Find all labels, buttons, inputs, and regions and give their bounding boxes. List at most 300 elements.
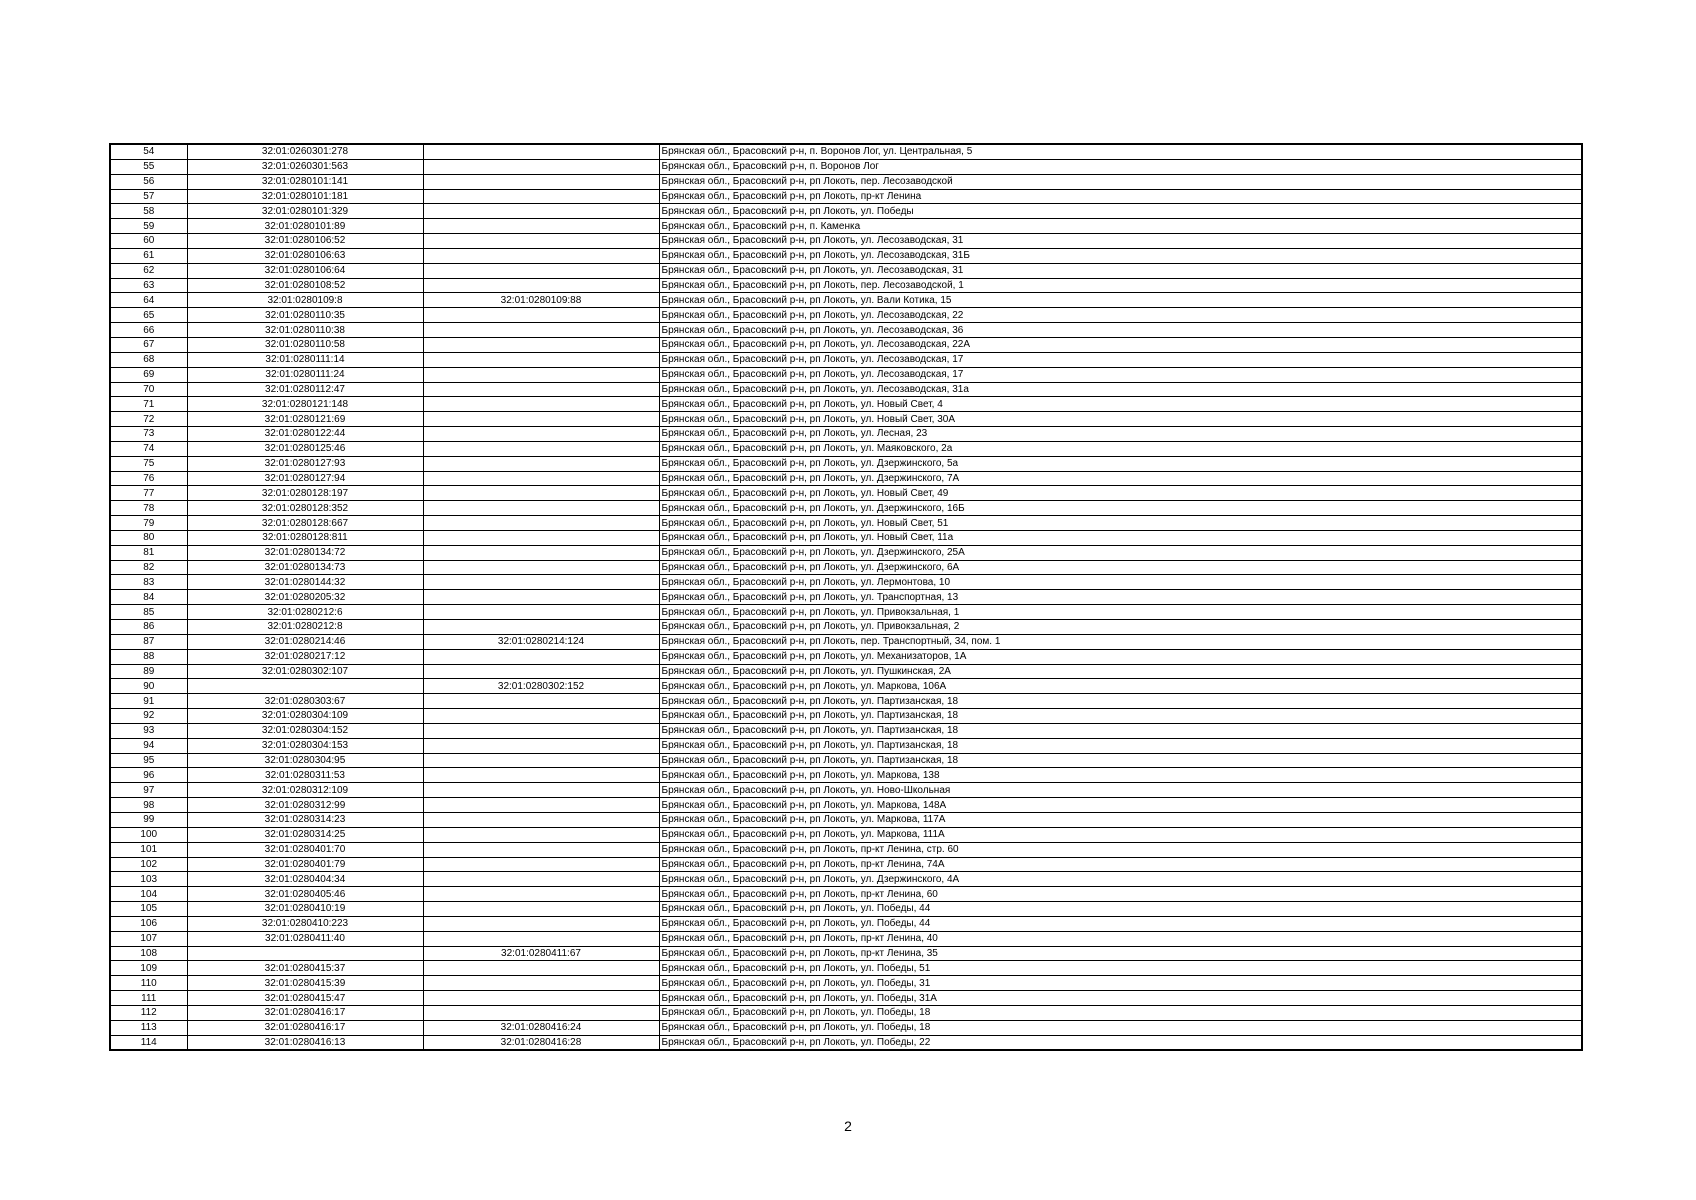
- object-number-cell: [423, 486, 659, 501]
- object-number-cell: [423, 397, 659, 412]
- cadastral-number-cell: 32:01:0280128:197: [187, 486, 423, 501]
- object-number-cell: [423, 842, 659, 857]
- object-number-cell: [423, 174, 659, 189]
- table-row: [110, 471, 1582, 486]
- row-number-cell: 93: [110, 723, 187, 738]
- table-body: [110, 144, 1582, 1050]
- table-row: [110, 545, 1582, 560]
- table-row: [110, 590, 1582, 605]
- address-cell: Брянская обл., Брасовский р-н, рп Локоть, ул. Партизанская, 18: [659, 723, 1582, 738]
- address-cell: Брянская обл., Брасовский р-н, рп Локоть, ул. Лесозаводская, 31: [659, 263, 1582, 278]
- table-row: [110, 857, 1582, 872]
- object-number-cell: [423, 159, 659, 174]
- object-number-cell: 32:01:0280416:24: [423, 1020, 659, 1035]
- object-number-cell: [423, 753, 659, 768]
- cadastral-number-cell: 32:01:0280106:52: [187, 234, 423, 249]
- object-number-cell: [423, 1005, 659, 1020]
- object-number-cell: [423, 605, 659, 620]
- cadastral-number-cell: 32:01:0280205:32: [187, 590, 423, 605]
- address-cell: Брянская обл., Брасовский р-н, рп Локоть, ул. Новый Свет, 11а: [659, 530, 1582, 545]
- cadastral-number-cell: 32:01:0280304:152: [187, 723, 423, 738]
- address-cell: Брянская обл., Брасовский р-н, рп Локоть, ул. Победы, 18: [659, 1020, 1582, 1035]
- address-cell: Брянская обл., Брасовский р-н, рп Локоть, ул. Дзержинского, 5а: [659, 456, 1582, 471]
- table-row: [110, 263, 1582, 278]
- object-number-cell: [423, 323, 659, 338]
- object-number-cell: [423, 620, 659, 635]
- address-cell: Брянская обл., Брасовский р-н, рп Локоть, ул. Лесозаводская, 31: [659, 234, 1582, 249]
- object-number-cell: [423, 337, 659, 352]
- cadastral-number-cell: 32:01:0280212:8: [187, 620, 423, 635]
- row-number-cell: 62: [110, 263, 187, 278]
- row-number-cell: 68: [110, 352, 187, 367]
- address-cell: Брянская обл., Брасовский р-н, рп Локоть, ул. Лесозаводская, 31Б: [659, 248, 1582, 263]
- address-cell: Брянская обл., Брасовский р-н, рп Локоть, ул. Партизанская, 18: [659, 738, 1582, 753]
- address-cell: Брянская обл., Брасовский р-н, рп Локоть, ул. Победы, 22: [659, 1035, 1582, 1050]
- table-row: [110, 946, 1582, 961]
- table-row: [110, 753, 1582, 768]
- address-cell: Брянская обл., Брасовский р-н, рп Локоть, ул. Победы: [659, 204, 1582, 219]
- object-number-cell: 32:01:0280214:124: [423, 634, 659, 649]
- object-number-cell: [423, 783, 659, 798]
- row-number-cell: 66: [110, 323, 187, 338]
- row-number-cell: 105: [110, 902, 187, 917]
- table-row: [110, 991, 1582, 1006]
- table-row: [110, 382, 1582, 397]
- address-cell: Брянская обл., Брасовский р-н, рп Локоть, ул. Маяковского, 2а: [659, 441, 1582, 456]
- row-number-cell: 54: [110, 144, 187, 159]
- address-cell: Брянская обл., Брасовский р-н, рп Локоть, ул. Лесозаводская, 17: [659, 352, 1582, 367]
- row-number-cell: 100: [110, 827, 187, 842]
- row-number-cell: 76: [110, 471, 187, 486]
- object-number-cell: [423, 471, 659, 486]
- table-row: [110, 427, 1582, 442]
- object-number-cell: [423, 887, 659, 902]
- row-number-cell: 89: [110, 664, 187, 679]
- row-number-cell: 101: [110, 842, 187, 857]
- address-cell: Брянская обл., Брасовский р-н, рп Локоть, пр-кт Ленина, 74А: [659, 857, 1582, 872]
- object-number-cell: [423, 516, 659, 531]
- cadastral-number-cell: 32:01:0280314:23: [187, 812, 423, 827]
- address-cell: Брянская обл., Брасовский р-н, рп Локоть, ул. Маркова, 111А: [659, 827, 1582, 842]
- cadastral-number-cell: 32:01:0280101:89: [187, 219, 423, 234]
- row-number-cell: 111: [110, 991, 187, 1006]
- row-number-cell: 72: [110, 412, 187, 427]
- object-number-cell: [423, 931, 659, 946]
- object-number-cell: [423, 991, 659, 1006]
- row-number-cell: 64: [110, 293, 187, 308]
- row-number-cell: 110: [110, 976, 187, 991]
- object-number-cell: [423, 961, 659, 976]
- object-number-cell: [423, 916, 659, 931]
- address-cell: Брянская обл., Брасовский р-н, рп Локоть, ул. Лесозаводская, 17: [659, 367, 1582, 382]
- address-cell: Брянская обл., Брасовский р-н, п. Каменка: [659, 219, 1582, 234]
- cadastral-number-cell: 32:01:0280110:35: [187, 308, 423, 323]
- object-number-cell: [423, 456, 659, 471]
- row-number-cell: 107: [110, 931, 187, 946]
- table-row: [110, 516, 1582, 531]
- table-row: [110, 1005, 1582, 1020]
- cadastral-number-cell: 32:01:0280111:24: [187, 367, 423, 382]
- address-cell: Брянская обл., Брасовский р-н, рп Локоть, ул. Дзержинского, 4А: [659, 872, 1582, 887]
- row-number-cell: 112: [110, 1005, 187, 1020]
- object-number-cell: 32:01:0280302:152: [423, 679, 659, 694]
- cadastral-number-cell: 32:01:0280416:13: [187, 1035, 423, 1050]
- cadastral-number-cell: 32:01:0280101:329: [187, 204, 423, 219]
- row-number-cell: 106: [110, 916, 187, 931]
- object-number-cell: [423, 144, 659, 159]
- cadastral-number-cell: 32:01:0280110:58: [187, 337, 423, 352]
- object-number-cell: [423, 248, 659, 263]
- table-row: [110, 486, 1582, 501]
- address-cell: Брянская обл., Брасовский р-н, рп Локоть, пер. Лесозаводской: [659, 174, 1582, 189]
- row-number-cell: 58: [110, 204, 187, 219]
- object-number-cell: [423, 976, 659, 991]
- address-cell: Брянская обл., Брасовский р-н, п. Воронов Лог, ул. Центральная, 5: [659, 144, 1582, 159]
- table-row: [110, 174, 1582, 189]
- table-row: [110, 842, 1582, 857]
- address-cell: Брянская обл., Брасовский р-н, рп Локоть, ул. Механизаторов, 1А: [659, 649, 1582, 664]
- table-row: [110, 337, 1582, 352]
- address-cell: Брянская обл., Брасовский р-н, рп Локоть, ул. Победы, 31: [659, 976, 1582, 991]
- cadastral-number-cell: 32:01:0280121:69: [187, 412, 423, 427]
- table-row: [110, 872, 1582, 887]
- object-number-cell: [423, 649, 659, 664]
- row-number-cell: 69: [110, 367, 187, 382]
- row-number-cell: 97: [110, 783, 187, 798]
- table-row: [110, 634, 1582, 649]
- object-number-cell: [423, 367, 659, 382]
- table-row: [110, 1035, 1582, 1050]
- address-cell: Брянская обл., Брасовский р-н, рп Локоть, ул. Ново-Школьная: [659, 783, 1582, 798]
- table-row: [110, 575, 1582, 590]
- address-cell: Брянская обл., Брасовский р-н, рп Локоть, ул. Вали Котика, 15: [659, 293, 1582, 308]
- object-number-cell: [423, 530, 659, 545]
- cadastral-number-cell: [187, 946, 423, 961]
- row-number-cell: 71: [110, 397, 187, 412]
- row-number-cell: 75: [110, 456, 187, 471]
- cadastral-number-cell: [187, 679, 423, 694]
- object-number-cell: [423, 263, 659, 278]
- address-cell: Брянская обл., Брасовский р-н, рп Локоть, ул. Маркова, 106А: [659, 679, 1582, 694]
- cadastral-number-cell: 32:01:0280106:64: [187, 263, 423, 278]
- table-row: [110, 709, 1582, 724]
- object-number-cell: [423, 798, 659, 813]
- table-row: [110, 501, 1582, 516]
- cadastral-number-cell: 32:01:0280217:12: [187, 649, 423, 664]
- cadastral-number-cell: 32:01:0260301:278: [187, 144, 423, 159]
- cadastral-number-cell: 32:01:0280125:46: [187, 441, 423, 456]
- object-number-cell: [423, 857, 659, 872]
- object-number-cell: [423, 427, 659, 442]
- object-number-cell: 32:01:0280109:88: [423, 293, 659, 308]
- cadastral-number-cell: 32:01:0280101:181: [187, 189, 423, 204]
- address-cell: Брянская обл., Брасовский р-н, рп Локоть, ул. Новый Свет, 49: [659, 486, 1582, 501]
- object-number-cell: [423, 412, 659, 427]
- address-cell: Брянская обл., Брасовский р-н, рп Локоть, ул. Победы, 44: [659, 916, 1582, 931]
- row-number-cell: 67: [110, 337, 187, 352]
- address-cell: Брянская обл., Брасовский р-н, рп Локоть, ул. Лесозаводская, 31а: [659, 382, 1582, 397]
- table-row: [110, 620, 1582, 635]
- table-row: [110, 204, 1582, 219]
- row-number-cell: 95: [110, 753, 187, 768]
- object-number-cell: [423, 738, 659, 753]
- table-row: [110, 738, 1582, 753]
- row-number-cell: 60: [110, 234, 187, 249]
- table-row: [110, 397, 1582, 412]
- address-cell: Брянская обл., Брасовский р-н, рп Локоть, пр-кт Ленина, стр. 60: [659, 842, 1582, 857]
- object-number-cell: [423, 204, 659, 219]
- address-cell: Брянская обл., Брасовский р-н, рп Локоть, ул. Победы, 44: [659, 902, 1582, 917]
- cadastral-number-cell: 32:01:0280401:70: [187, 842, 423, 857]
- object-number-cell: [423, 278, 659, 293]
- row-number-cell: 59: [110, 219, 187, 234]
- object-number-cell: [423, 575, 659, 590]
- table-row: [110, 961, 1582, 976]
- row-number-cell: 79: [110, 516, 187, 531]
- address-cell: Брянская обл., Брасовский р-н, рп Локоть, ул. Партизанская, 18: [659, 753, 1582, 768]
- table-row: [110, 560, 1582, 575]
- cadastral-number-cell: 32:01:0280415:39: [187, 976, 423, 991]
- table-row: [110, 723, 1582, 738]
- row-number-cell: 57: [110, 189, 187, 204]
- table-row: [110, 694, 1582, 709]
- object-number-cell: 32:01:0280416:28: [423, 1035, 659, 1050]
- cadastral-number-cell: 32:01:0280214:46: [187, 634, 423, 649]
- cadastral-number-cell: 32:01:0280404:34: [187, 872, 423, 887]
- cadastral-number-cell: 32:01:0280121:148: [187, 397, 423, 412]
- cadastral-number-cell: 32:01:0280312:99: [187, 798, 423, 813]
- table-row: [110, 664, 1582, 679]
- row-number-cell: 96: [110, 768, 187, 783]
- row-number-cell: 113: [110, 1020, 187, 1035]
- address-cell: Брянская обл., Брасовский р-н, рп Локоть, пер. Транспортный, 34, пом. 1: [659, 634, 1582, 649]
- address-cell: Брянская обл., Брасовский р-н, рп Локоть, ул. Маркова, 148А: [659, 798, 1582, 813]
- address-cell: Брянская обл., Брасовский р-н, рп Локоть, ул. Лесозаводская, 22: [659, 308, 1582, 323]
- page-number: 2: [844, 1118, 852, 1134]
- address-cell: Брянская обл., Брасовский р-н, рп Локоть, ул. Дзержинского, 25А: [659, 545, 1582, 560]
- object-number-cell: [423, 812, 659, 827]
- row-number-cell: 98: [110, 798, 187, 813]
- table-row: [110, 189, 1582, 204]
- cadastral-number-cell: 32:01:0280106:63: [187, 248, 423, 263]
- row-number-cell: 65: [110, 308, 187, 323]
- table-row: [110, 812, 1582, 827]
- object-number-cell: [423, 219, 659, 234]
- address-cell: Брянская обл., Брасовский р-н, рп Локоть, ул. Лесозаводская, 22А: [659, 337, 1582, 352]
- table-row: [110, 902, 1582, 917]
- cadastral-number-cell: 32:01:0280410:223: [187, 916, 423, 931]
- object-number-cell: [423, 709, 659, 724]
- cadastral-number-cell: 32:01:0280128:811: [187, 530, 423, 545]
- address-cell: Брянская обл., Брасовский р-н, рп Локоть, ул. Лесозаводская, 36: [659, 323, 1582, 338]
- row-number-cell: 94: [110, 738, 187, 753]
- row-number-cell: 80: [110, 530, 187, 545]
- object-number-cell: [423, 545, 659, 560]
- cadastral-number-cell: 32:01:0280410:19: [187, 902, 423, 917]
- table-row: [110, 679, 1582, 694]
- row-number-cell: 99: [110, 812, 187, 827]
- cadastral-table: [109, 143, 1583, 1051]
- object-number-cell: [423, 189, 659, 204]
- cadastral-number-cell: 32:01:0280302:107: [187, 664, 423, 679]
- row-number-cell: 104: [110, 887, 187, 902]
- object-number-cell: [423, 664, 659, 679]
- cadastral-number-cell: 32:01:0280314:25: [187, 827, 423, 842]
- table-row: [110, 144, 1582, 159]
- row-number-cell: 74: [110, 441, 187, 456]
- cadastral-number-cell: 32:01:0280127:93: [187, 456, 423, 471]
- row-number-cell: 85: [110, 605, 187, 620]
- table-row: [110, 783, 1582, 798]
- cadastral-number-cell: 32:01:0280303:67: [187, 694, 423, 709]
- row-number-cell: 81: [110, 545, 187, 560]
- table-row: [110, 530, 1582, 545]
- row-number-cell: 73: [110, 427, 187, 442]
- table-row: [110, 293, 1582, 308]
- cadastral-number-cell: 32:01:0280212:6: [187, 605, 423, 620]
- address-cell: Брянская обл., Брасовский р-н, рп Локоть, ул. Новый Свет, 51: [659, 516, 1582, 531]
- address-cell: Брянская обл., Брасовский р-н, рп Локоть, ул. Дзержинского, 6А: [659, 560, 1582, 575]
- cadastral-number-cell: 32:01:0280128:352: [187, 501, 423, 516]
- object-number-cell: [423, 902, 659, 917]
- cadastral-number-cell: 32:01:0280101:141: [187, 174, 423, 189]
- row-number-cell: 55: [110, 159, 187, 174]
- address-cell: Брянская обл., Брасовский р-н, рп Локоть, ул. Маркова, 117А: [659, 812, 1582, 827]
- row-number-cell: 83: [110, 575, 187, 590]
- object-number-cell: [423, 234, 659, 249]
- row-number-cell: 88: [110, 649, 187, 664]
- cadastral-number-cell: 32:01:0280416:17: [187, 1005, 423, 1020]
- cadastral-number-cell: 32:01:0280415:37: [187, 961, 423, 976]
- row-number-cell: 70: [110, 382, 187, 397]
- object-number-cell: [423, 768, 659, 783]
- address-cell: Брянская обл., Брасовский р-н, рп Локоть, ул. Новый Свет, 4: [659, 397, 1582, 412]
- cadastral-number-cell: 32:01:0280304:95: [187, 753, 423, 768]
- row-number-cell: 61: [110, 248, 187, 263]
- row-number-cell: 82: [110, 560, 187, 575]
- cadastral-number-cell: 32:01:0280415:47: [187, 991, 423, 1006]
- cadastral-number-cell: 32:01:0260301:563: [187, 159, 423, 174]
- table-row: [110, 931, 1582, 946]
- table-row: [110, 887, 1582, 902]
- table-row: [110, 278, 1582, 293]
- cadastral-number-cell: 32:01:0280416:17: [187, 1020, 423, 1035]
- cadastral-number-cell: 32:01:0280401:79: [187, 857, 423, 872]
- cadastral-number-cell: 32:01:0280304:109: [187, 709, 423, 724]
- address-cell: Брянская обл., Брасовский р-н, рп Локоть, ул. Победы, 31А: [659, 991, 1582, 1006]
- row-number-cell: 63: [110, 278, 187, 293]
- object-number-cell: [423, 694, 659, 709]
- address-cell: Брянская обл., Брасовский р-н, рп Локоть, ул. Победы, 18: [659, 1005, 1582, 1020]
- row-number-cell: 92: [110, 709, 187, 724]
- cadastral-number-cell: 32:01:0280411:40: [187, 931, 423, 946]
- cadastral-number-cell: 32:01:0280311:53: [187, 768, 423, 783]
- cadastral-number-cell: 32:01:0280109:8: [187, 293, 423, 308]
- address-cell: Брянская обл., Брасовский р-н, рп Локоть, ул. Новый Свет, 30А: [659, 412, 1582, 427]
- cadastral-number-cell: 32:01:0280405:46: [187, 887, 423, 902]
- object-number-cell: [423, 590, 659, 605]
- row-number-cell: 109: [110, 961, 187, 976]
- table-row: [110, 308, 1582, 323]
- address-cell: Брянская обл., Брасовский р-н, рп Локоть, пр-кт Ленина: [659, 189, 1582, 204]
- address-cell: Брянская обл., Брасовский р-н, рп Локоть, ул. Лесная, 23: [659, 427, 1582, 442]
- cadastral-number-cell: 32:01:0280127:94: [187, 471, 423, 486]
- table-row: [110, 248, 1582, 263]
- row-number-cell: 90: [110, 679, 187, 694]
- address-cell: Брянская обл., Брасовский р-н, рп Локоть, ул. Маркова, 138: [659, 768, 1582, 783]
- address-cell: Брянская обл., Брасовский р-н, рп Локоть, ул. Дзержинского, 7А: [659, 471, 1582, 486]
- table-row: [110, 412, 1582, 427]
- address-cell: Брянская обл., Брасовский р-н, рп Локоть, пер. Лесозаводской, 1: [659, 278, 1582, 293]
- object-number-cell: [423, 441, 659, 456]
- row-number-cell: 102: [110, 857, 187, 872]
- cadastral-number-cell: 32:01:0280134:72: [187, 545, 423, 560]
- cadastral-number-cell: 32:01:0280128:667: [187, 516, 423, 531]
- table-row: [110, 323, 1582, 338]
- cadastral-number-cell: 32:01:0280111:14: [187, 352, 423, 367]
- row-number-cell: 108: [110, 946, 187, 961]
- object-number-cell: [423, 382, 659, 397]
- table-row: [110, 916, 1582, 931]
- address-cell: Брянская обл., Брасовский р-н, рп Локоть, ул. Привокзальная, 1: [659, 605, 1582, 620]
- table-row: [110, 768, 1582, 783]
- object-number-cell: 32:01:0280411:67: [423, 946, 659, 961]
- row-number-cell: 87: [110, 634, 187, 649]
- object-number-cell: [423, 501, 659, 516]
- address-cell: Брянская обл., Брасовский р-н, рп Локоть, ул. Партизанская, 18: [659, 709, 1582, 724]
- object-number-cell: [423, 827, 659, 842]
- address-cell: Брянская обл., Брасовский р-н, рп Локоть, ул. Лермонтова, 10: [659, 575, 1582, 590]
- table-row: [110, 441, 1582, 456]
- address-cell: Брянская обл., Брасовский р-н, п. Воронов Лог: [659, 159, 1582, 174]
- address-cell: Брянская обл., Брасовский р-н, рп Локоть, ул. Привокзальная, 2: [659, 620, 1582, 635]
- table-row: [110, 219, 1582, 234]
- object-number-cell: [423, 872, 659, 887]
- cadastral-number-cell: 32:01:0280134:73: [187, 560, 423, 575]
- row-number-cell: 114: [110, 1035, 187, 1050]
- cadastral-number-cell: 32:01:0280122:44: [187, 427, 423, 442]
- cadastral-number-cell: 32:01:0280304:153: [187, 738, 423, 753]
- row-number-cell: 91: [110, 694, 187, 709]
- table-row: [110, 649, 1582, 664]
- table-row: [110, 367, 1582, 382]
- row-number-cell: 56: [110, 174, 187, 189]
- table-row: [110, 605, 1582, 620]
- object-number-cell: [423, 560, 659, 575]
- table-row: [110, 1020, 1582, 1035]
- address-cell: Брянская обл., Брасовский р-н, рп Локоть, ул. Победы, 51: [659, 961, 1582, 976]
- table-row: [110, 976, 1582, 991]
- table-row: [110, 456, 1582, 471]
- cadastral-number-cell: 32:01:0280312:109: [187, 783, 423, 798]
- cadastral-number-cell: 32:01:0280144:32: [187, 575, 423, 590]
- row-number-cell: 78: [110, 501, 187, 516]
- address-cell: Брянская обл., Брасовский р-н, рп Локоть, ул. Пушкинская, 2А: [659, 664, 1582, 679]
- address-cell: Брянская обл., Брасовский р-н, рп Локоть, пр-кт Ленина, 60: [659, 887, 1582, 902]
- address-cell: Брянская обл., Брасовский р-н, рп Локоть, пр-кт Ленина, 35: [659, 946, 1582, 961]
- row-number-cell: 86: [110, 620, 187, 635]
- table-row: [110, 798, 1582, 813]
- cadastral-number-cell: 32:01:0280108:52: [187, 278, 423, 293]
- row-number-cell: 77: [110, 486, 187, 501]
- table-row: [110, 234, 1582, 249]
- row-number-cell: 84: [110, 590, 187, 605]
- table-row: [110, 352, 1582, 367]
- address-cell: Брянская обл., Брасовский р-н, рп Локоть, ул. Дзержинского, 16Б: [659, 501, 1582, 516]
- table-row: [110, 827, 1582, 842]
- cadastral-number-cell: 32:01:0280112:47: [187, 382, 423, 397]
- object-number-cell: [423, 723, 659, 738]
